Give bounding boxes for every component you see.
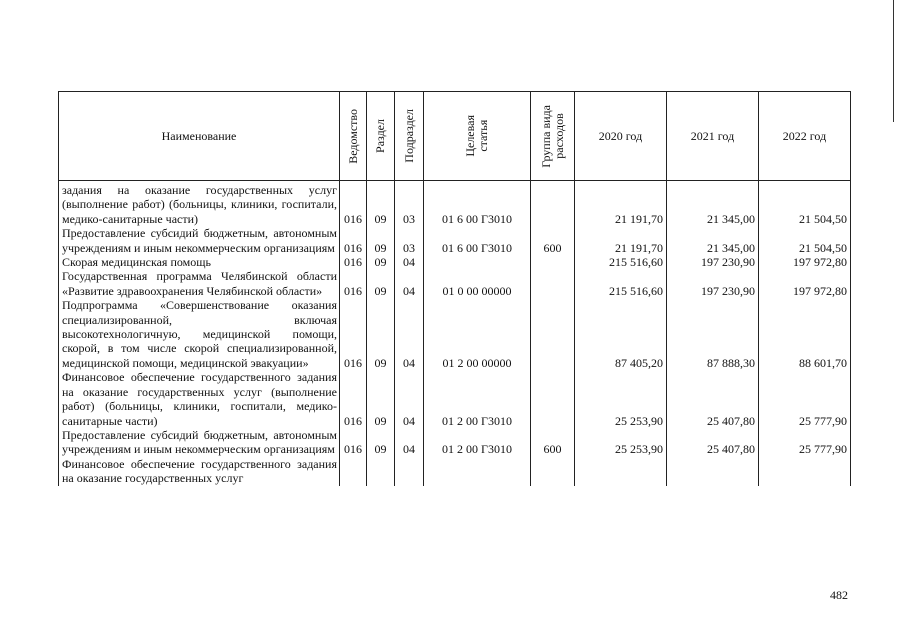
- row-celevaya: 01 2 00 Г3010: [424, 370, 531, 428]
- table-row: [59, 226, 851, 255]
- row-name: Государственная программа Челябинской области «Развитие здравоохранения Челябинской области»: [59, 269, 340, 298]
- row-podrazdel: [395, 457, 424, 486]
- row-2022: 88 601,70: [759, 298, 851, 370]
- row-name: Скорая медицинская помощь: [59, 255, 340, 269]
- row-celevaya: [424, 457, 531, 486]
- row-vedomstvo: 016: [340, 269, 367, 298]
- header-2020-text: 2020 год: [598, 128, 643, 143]
- row-2021: 21 345,00: [667, 181, 759, 227]
- row-podrazdel: 04: [395, 255, 424, 269]
- table-row: [59, 457, 851, 486]
- header-2022-text: 2022 год: [782, 128, 827, 143]
- row-2021: 25 407,80: [667, 370, 759, 428]
- page-number: 482: [830, 588, 848, 602]
- row-2022: 25 777,90: [759, 370, 851, 428]
- row-2020: 21 191,70: [575, 226, 667, 255]
- row-razdel: 09: [367, 428, 395, 457]
- row-razdel: 09: [367, 370, 395, 428]
- row-vedomstvo: 016: [340, 181, 367, 227]
- row-gruppa: [531, 255, 575, 269]
- row-vedomstvo: 016: [340, 255, 367, 269]
- row-podrazdel: 03: [395, 181, 424, 227]
- row-celevaya: [424, 255, 531, 269]
- header-celevaya-text: Целевая статья: [463, 115, 490, 157]
- row-2020: 21 191,70: [575, 181, 667, 227]
- row-name: задания на оказание государственных услуг (выполнение работ) (больницы, клиники, госпитали, медико-санитарные части): [59, 181, 340, 227]
- row-razdel: 09: [367, 269, 395, 298]
- row-2021: 21 345,00: [667, 226, 759, 255]
- row-razdel: 09: [367, 181, 395, 227]
- row-2020: [575, 457, 667, 486]
- header-podrazdel-text: Подраздел: [401, 109, 416, 163]
- row-razdel: 09: [367, 226, 395, 255]
- row-vedomstvo: 016: [340, 370, 367, 428]
- row-2020: 25 253,90: [575, 370, 667, 428]
- table-row: [59, 428, 851, 457]
- header-gruppa-text: Группа вида расходов: [538, 104, 566, 168]
- row-name: Предоставление субсидий бюджетным, автономным учреждениям и иным некоммерческим организациям: [59, 226, 340, 255]
- row-2022: [759, 457, 851, 486]
- row-podrazdel: 03: [395, 226, 424, 255]
- table-row: [59, 370, 851, 428]
- row-celevaya: 01 6 00 Г3010: [424, 181, 531, 227]
- row-celevaya: 01 0 00 00000: [424, 269, 531, 298]
- row-podrazdel: 04: [395, 370, 424, 428]
- header-vedomstvo-text: Ведомство: [345, 108, 360, 164]
- row-gruppa: 600: [531, 226, 575, 255]
- row-gruppa: [531, 269, 575, 298]
- header-name: [59, 92, 340, 181]
- header-2020: [575, 92, 667, 181]
- row-gruppa: [531, 298, 575, 370]
- table-row: [59, 269, 851, 298]
- row-razdel: 09: [367, 298, 395, 370]
- row-gruppa: 600: [531, 428, 575, 457]
- table-row: [59, 255, 851, 269]
- row-name: Подпрограмма «Совершенствование оказания специализированной, включая высокотехнологичную, медицинской помощи, скорой, в том числе скорой специализированной, медицинской помощи, медицинской эвакуации»: [59, 298, 340, 370]
- row-celevaya: 01 2 00 Г3010: [424, 428, 531, 457]
- row-name: Финансовое обеспечение государственного задания на оказание государственных услуг (выполнение работ) (больницы, клиники, госпитали, медико-санитарные части): [59, 370, 340, 428]
- header-2022: [759, 92, 851, 181]
- row-razdel: [367, 457, 395, 486]
- budget-table: [58, 91, 851, 486]
- row-vedomstvo: 016: [340, 428, 367, 457]
- row-vedomstvo: 016: [340, 298, 367, 370]
- header-name-text: Наименование: [161, 128, 237, 143]
- header-podrazdel: [395, 92, 424, 181]
- row-podrazdel: 04: [395, 428, 424, 457]
- row-2022: 25 777,90: [759, 428, 851, 457]
- table-row: [59, 181, 851, 227]
- row-name: Предоставление субсидий бюджетным, автономным учреждениям и иным некоммерческим организациям: [59, 428, 340, 457]
- table-body: [59, 181, 851, 486]
- row-2021: 25 407,80: [667, 428, 759, 457]
- row-2022: 21 504,50: [759, 226, 851, 255]
- row-2020: 25 253,90: [575, 428, 667, 457]
- row-2020: 215 516,60: [575, 255, 667, 269]
- header-2021: [667, 92, 759, 181]
- table-row: [59, 298, 851, 370]
- row-podrazdel: 04: [395, 269, 424, 298]
- row-gruppa: [531, 181, 575, 227]
- row-2021: 197 230,90: [667, 255, 759, 269]
- row-name: Финансовое обеспечение государственного задания на оказание государственных услуг: [59, 457, 340, 486]
- row-podrazdel: 04: [395, 298, 424, 370]
- row-2021: 87 888,30: [667, 298, 759, 370]
- header-razdel: [367, 92, 395, 181]
- row-gruppa: [531, 370, 575, 428]
- table-header: [59, 92, 851, 181]
- row-vedomstvo: 016: [340, 226, 367, 255]
- row-2021: [667, 457, 759, 486]
- row-2022: 21 504,50: [759, 181, 851, 227]
- header-vedomstvo: [340, 92, 367, 181]
- row-razdel: 09: [367, 255, 395, 269]
- row-celevaya: 01 6 00 Г3010: [424, 226, 531, 255]
- row-2022: 197 972,80: [759, 255, 851, 269]
- row-2020: 215 516,60: [575, 269, 667, 298]
- row-2021: 197 230,90: [667, 269, 759, 298]
- margin-rule: [893, 0, 894, 122]
- header-razdel-text: Раздел: [373, 119, 387, 153]
- row-2020: 87 405,20: [575, 298, 667, 370]
- header-gruppa: [531, 92, 575, 181]
- header-celevaya: [424, 92, 531, 181]
- row-gruppa: [531, 457, 575, 486]
- row-2022: 197 972,80: [759, 269, 851, 298]
- row-vedomstvo: [340, 457, 367, 486]
- row-celevaya: 01 2 00 00000: [424, 298, 531, 370]
- header-2021-text: 2021 год: [690, 128, 735, 143]
